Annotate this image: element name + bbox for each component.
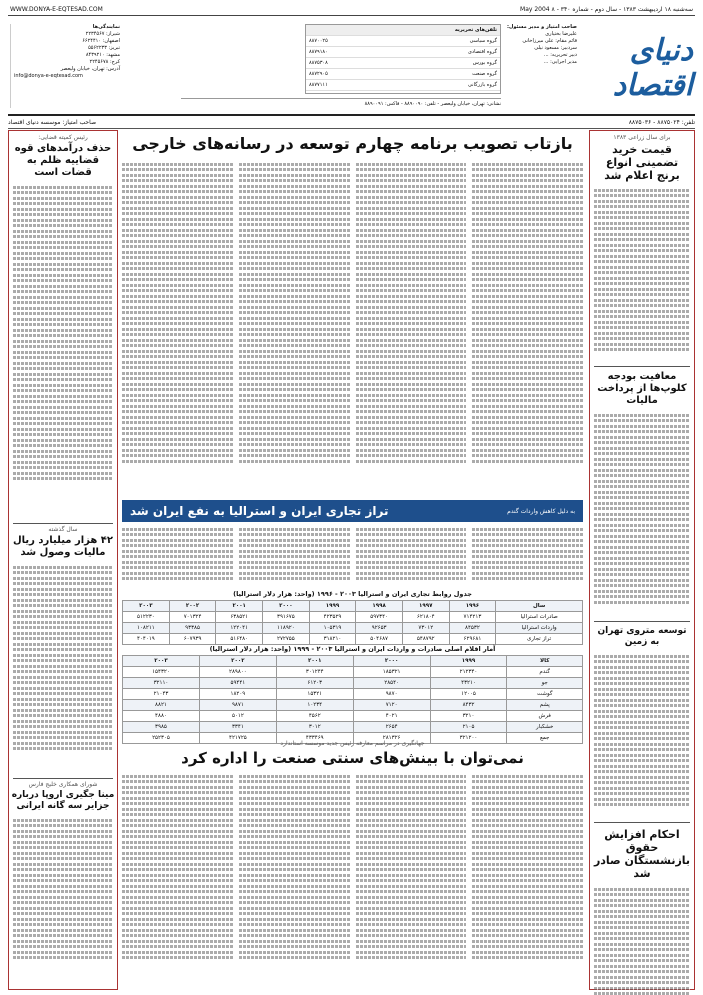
- table-cell: ۳۱۸۲۱۰: [309, 634, 356, 645]
- table-cell: ۱۹۹۸: [356, 601, 403, 612]
- table-row: [123, 623, 583, 634]
- table-cell: ۵۹۷۳۴۰: [356, 612, 403, 623]
- phone-row: گروه سیاسی ۸۸۷۰۰۲۵: [306, 36, 500, 47]
- trade-table-2: [122, 645, 583, 744]
- table-cell: ۷۱۴۲۱۳: [449, 612, 496, 623]
- article-column: [356, 772, 467, 987]
- table-row: [123, 678, 583, 689]
- table-cell: ۶۱۲۰۳: [276, 678, 353, 689]
- table-header-row: [123, 601, 583, 612]
- table-cell: ۳۳۴۱: [199, 722, 276, 733]
- email-address[interactable]: info@donya-e-eqtesad.com: [14, 73, 83, 79]
- table-cell: ۴۲۳۵۲۹: [309, 612, 356, 623]
- table-title: جدول روابط تجاری ایران و استرالیا ۲۰۰۳ - ۱۹۹۶ (واحد: هزار دلار استرالیا): [233, 590, 472, 598]
- table-row: [123, 711, 583, 722]
- table-title: آمار اقلام اصلی صادرات و واردات ایران و استرالیا ۲۰۰۳ - ۱۹۹۹ (واحد: هزار دلار استرالیا): [209, 645, 496, 653]
- sidebar-headline: مینا جگیری اروپا درباره جزایر سه گانه ایرانی: [11, 790, 115, 811]
- subbar-left: صاحب امتیاز: موسسه دنیای اقتصاد: [8, 119, 97, 126]
- table-cell: ۲۶۵۴: [353, 722, 430, 733]
- article-column: [356, 160, 467, 495]
- trade-article: [122, 525, 583, 587]
- table-cell: ۳۲۱۰: [430, 711, 507, 722]
- table-cell: ۴۸۸۰: [123, 711, 200, 722]
- article-kicker: جهانگیری در مراسم معارفه رئیس جدید موسسه استاندارد: [280, 740, 425, 747]
- table-cell: ۴۰۲۱: [353, 711, 430, 722]
- table-cell: واردات استرالیا: [496, 623, 583, 634]
- table-cell: ۴۰۴۰۱۹: [123, 634, 170, 645]
- table-cell: ۲۵۲۳۰۵: [123, 733, 200, 744]
- article-column: [239, 160, 350, 495]
- phone-row: گروه بورس ۸۸۷۵۳۰۸: [306, 58, 500, 69]
- table-cell: ۱۹۹۹: [430, 656, 507, 667]
- article-column: [239, 772, 350, 987]
- sidebar-kicker: برای سال زراعی ۱۳۸۳: [613, 134, 671, 141]
- table-cell: ۱۵۳۲۱: [276, 689, 353, 700]
- table-row: [123, 689, 583, 700]
- phone-row: گروه بازرگانی ۸۸۷۷۱۱۱: [306, 80, 500, 91]
- bureau-line: اصفهان: ۶۶۲۴۴۱۰: [82, 38, 120, 44]
- table-cell: ۱۲۰۰۵: [430, 689, 507, 700]
- bureau-line: مشهد: ۸۴۳۹۲۱۰: [85, 52, 120, 58]
- table-cell: ۳۲۱۲۰۰: [430, 733, 507, 744]
- editor-label: صاحب امتیاز و مدیر مسئول:: [507, 24, 577, 30]
- article-body: [9, 561, 117, 776]
- table-cell: ۹۳۳۸۵: [169, 623, 216, 634]
- table-cell: گندم: [507, 667, 583, 678]
- article-columns: [122, 772, 583, 987]
- table-cell: ۶۳۸۵۲۱: [216, 612, 263, 623]
- table-cell: ۱۰۸۲۱۱: [123, 623, 170, 634]
- phones-header: تلفن‌های تحریریه: [306, 25, 500, 36]
- table-cell: گوشت: [507, 689, 583, 700]
- article-column: [122, 160, 233, 495]
- table-cell: ۲۸۹۸۰۰: [199, 667, 276, 678]
- table-cell: ۲۰۰۳: [123, 601, 170, 612]
- table-row: [123, 700, 583, 711]
- sidebar-headline: قیمت خرید تضمینی انواع برنج اعلام شد: [604, 143, 680, 182]
- sub-bar: [8, 117, 695, 129]
- table-cell: پشم: [507, 700, 583, 711]
- table-cell: ۷۰۱۳۲۴: [169, 612, 216, 623]
- table-cell: ۲۱۰۴۳: [123, 689, 200, 700]
- main-article: [122, 160, 583, 495]
- table-cell: ۸۴۳۲: [430, 700, 507, 711]
- table-cell: ۱۹۹۷: [402, 601, 449, 612]
- table-cell: ۵۰۴۶۸۷: [356, 634, 403, 645]
- table-cell: ۲۰۰۰: [353, 656, 430, 667]
- table-row: [123, 667, 583, 678]
- article-body: [590, 883, 694, 995]
- table-row: [123, 722, 583, 733]
- table-cell: ۶۲۱۸۰۴: [402, 612, 449, 623]
- table-cell: ۱۲۲۰۴۱: [216, 623, 263, 634]
- main-headline: بازتاب تصویب برنامه چهارم توسعه در رسانه‌های خارجی: [132, 134, 573, 153]
- table-cell: ۳۲۱۱۰: [123, 678, 200, 689]
- table-cell: ۹۸۷۰: [353, 689, 430, 700]
- bureaus-box: [10, 24, 120, 108]
- issue-date: سه‌شنبه ۱۸ اردیبهشت ۱۳۸۳ - سال دوم - شماره ۳۴۰ - ۸ May 2004: [520, 6, 693, 13]
- data-table: [122, 655, 583, 744]
- subbar-right: تلفن: ۸۸۷۵۰۲۴ - ۸۸۷۵۰۳۶: [628, 119, 695, 126]
- table-cell: ۴۲۱۷۲۵: [199, 733, 276, 744]
- table-cell: جو: [507, 678, 583, 689]
- table-cell: ۱۹۹۹: [309, 601, 356, 612]
- article-body: [590, 184, 694, 364]
- right-sidebar: [589, 130, 695, 990]
- table-cell: ۸۴۵۳۲: [449, 623, 496, 634]
- table-cell: سال: [496, 601, 583, 612]
- staff-line: دبیر تحریریه: ...: [543, 52, 577, 58]
- website-url[interactable]: WWW.DONYA-E-EQTESAD.COM: [10, 6, 103, 13]
- article-column: [472, 525, 583, 587]
- table-cell: ۱۸۵۳۲۱: [353, 667, 430, 678]
- staff-line: سردبیر: مسعود نیلی: [534, 45, 577, 51]
- table-cell: ۹۲۶۵۳: [356, 623, 403, 634]
- table-cell: ۱۰۲۳۴: [276, 700, 353, 711]
- table-cell: ۴۵۶۲: [276, 711, 353, 722]
- sidebar-headline: حذف درآمدهای قوه قضاییه ظلم به قضات است: [14, 143, 112, 178]
- left-sidebar: [8, 130, 118, 990]
- date-line: [8, 4, 695, 16]
- table-cell: ۷۳۰۱۲: [402, 623, 449, 634]
- table-cell: ۲۸۵۴۰: [353, 678, 430, 689]
- masthead: [8, 18, 695, 116]
- table-cell: ۵۰۱۲: [199, 711, 276, 722]
- sidebar-headline: احکام افزایش حقوق بازنشستگان صادر شد: [593, 828, 691, 880]
- bureaus-title: نمایندگی‌ها: [92, 24, 120, 30]
- table-cell: ۷۱۲۰: [353, 700, 430, 711]
- staff-box: [507, 24, 577, 66]
- table-cell: ۳۹۸۵: [123, 722, 200, 733]
- table-cell: ۶۰۷۹۳۹: [169, 634, 216, 645]
- table-cell: ۲۱۰۵: [430, 722, 507, 733]
- article-body: [590, 650, 694, 820]
- table-cell: ۱۸۲۰۹: [199, 689, 276, 700]
- table-cell: جمع: [507, 733, 583, 744]
- table-row: [123, 612, 583, 623]
- article-body: [9, 814, 117, 984]
- article-column: [472, 772, 583, 987]
- table-row: [123, 634, 583, 645]
- phones-table: [305, 24, 501, 94]
- sidebar-kicker: رئیس کمیته قضایی:: [38, 134, 88, 141]
- table-cell: ۴۳۳۴۶۹: [276, 733, 353, 744]
- table-cell: ۲۰۰۰: [263, 601, 310, 612]
- bottom-article: [122, 740, 583, 990]
- bureau-line: تبریز: ۵۵۶۲۲۳۳: [88, 45, 120, 51]
- table-cell: ۲۰۰۲: [169, 601, 216, 612]
- table-cell: ۵۹۴۴۱: [199, 678, 276, 689]
- phone-row: گروه صنعت ۸۸۷۲۹۰۵: [306, 69, 500, 80]
- table-cell: ۵۱۶۴۸۰: [216, 634, 263, 645]
- table-cell: ۱۹۹۶: [449, 601, 496, 612]
- sidebar-headline: توسعه متروی تهران به زمین: [597, 626, 687, 647]
- table-cell: صادرات استرالیا: [496, 612, 583, 623]
- bureau-line: کرج: ۲۲۴۵۶۷۸: [89, 59, 120, 65]
- article-body: [590, 409, 694, 619]
- mast-footer: نشانی: تهران، خیابان ولیعصر - تلفن: ۸۸۹۰۰۹۰ - فاکس: ۸۸۹۰۰۹۱: [181, 98, 501, 107]
- trade-banner: [122, 500, 583, 522]
- staff-line: مدیر اجرایی: ...: [543, 59, 577, 65]
- editor-name: علیرضا بختیاری: [545, 31, 577, 37]
- table-cell: ۲۰۰۳: [123, 656, 200, 667]
- sidebar-headline: ۴۲ هزار میلیارد ریال مالیات وصول شد: [12, 535, 114, 558]
- sidebar-headline: معافیت بودجه کلوپ‌ها از پرداخت مالیات: [597, 371, 687, 406]
- table-cell: ۳۰۱۲: [276, 722, 353, 733]
- table-cell: خشکبار: [507, 722, 583, 733]
- table-header-row: [123, 656, 583, 667]
- logo-text: دنیای اقتصاد: [612, 33, 693, 103]
- staff-line: قائم مقام: علی میرزاخانی: [522, 38, 577, 44]
- article-body: [9, 181, 117, 521]
- table-cell: ۳۰۱۲۴۴: [276, 667, 353, 678]
- table-cell: ۵۱۲۲۳۰: [123, 612, 170, 623]
- phone-row: گروه اقتصادی ۸۸۷۹۱۸۰: [306, 47, 500, 58]
- table-cell: ۱۵۴۳۲۰: [123, 667, 200, 678]
- table-cell: ۴۳۲۱۰: [430, 678, 507, 689]
- table-cell: ۲۷۲۷۵۵: [263, 634, 310, 645]
- table-cell: ۲۰۰۱: [216, 601, 263, 612]
- table-cell: فرش: [507, 711, 583, 722]
- data-table: [122, 600, 583, 645]
- table-cell: تراز تجاری: [496, 634, 583, 645]
- table-cell: ۱۱۸۹۲۰: [263, 623, 310, 634]
- article-headline: نمی‌توان با بینش‌های سنتی صنعت را اداره کرد: [181, 749, 524, 767]
- table-cell: ۸۸۲۱: [123, 700, 200, 711]
- table-cell: ۲۰۰۱: [276, 656, 353, 667]
- article-column: [472, 160, 583, 495]
- table-cell: ۳۹۱۶۷۵: [263, 612, 310, 623]
- article-column: [122, 772, 233, 987]
- table-cell: ۵۴۸۷۹۲: [402, 634, 449, 645]
- bureau-line: شیراز: ۲۲۳۴۵۶۷: [85, 31, 120, 37]
- table-cell: ۲۱۲۳۴۰: [430, 667, 507, 678]
- sidebar-kicker: سال گذشته: [48, 526, 78, 533]
- trade-headline: تراز تجاری ایران و استرالیا به نفع ایران شد: [130, 504, 389, 518]
- table-cell: ۲۰۰۲: [199, 656, 276, 667]
- article-column: [239, 525, 350, 587]
- article-column: [356, 525, 467, 587]
- newspaper-logo: [583, 28, 693, 108]
- article-column: [122, 525, 233, 587]
- table-cell: کالا: [507, 656, 583, 667]
- table-cell: ۹۸۷۱: [199, 700, 276, 711]
- table-cell: ۶۲۹۶۸۱: [449, 634, 496, 645]
- table-cell: ۱۰۵۳۱۹: [309, 623, 356, 634]
- sidebar-kicker: شورای همکاری خلیج فارس: [28, 781, 98, 788]
- table-cell: ۲۸۱۳۲۶: [353, 733, 430, 744]
- bureau-line: آدرس: تهران، خیابان ولیعصر: [60, 66, 120, 72]
- trade-table-1: [122, 590, 583, 645]
- trade-kicker: به دلیل کاهش واردات گندم: [507, 507, 575, 515]
